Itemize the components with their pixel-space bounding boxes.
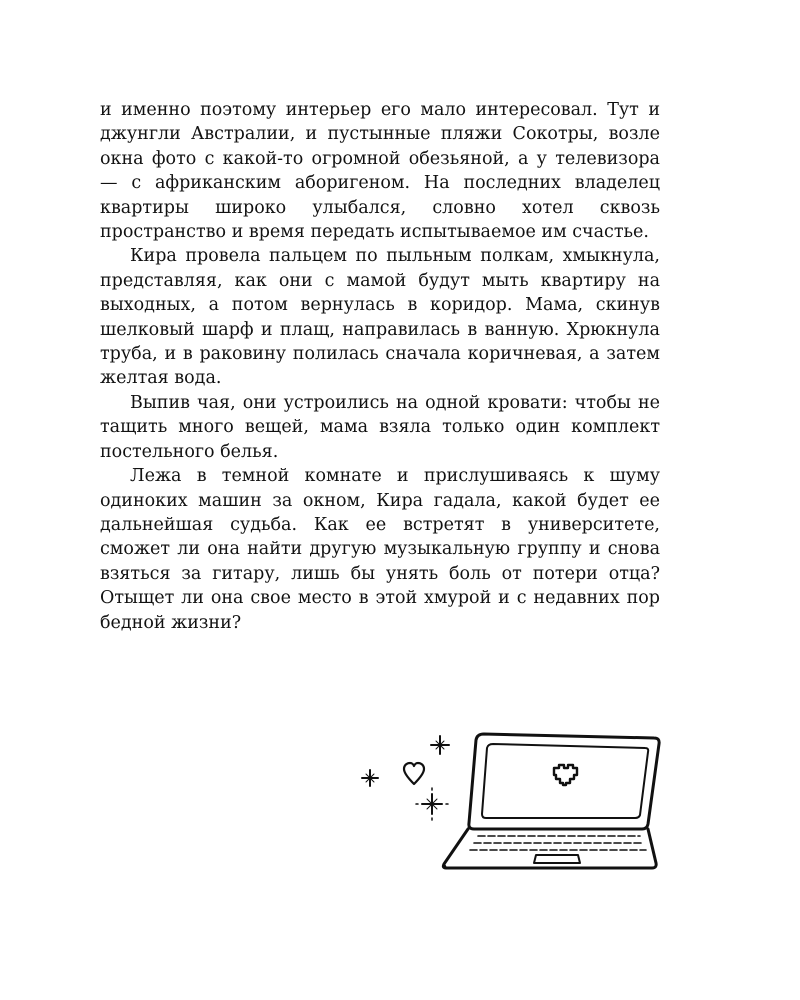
paragraph: Выпив чая, они устроились на одной кровати: чтобы не тащить много вещей, мама взяла только один комплект постельного белья. [100,392,660,462]
laptop-icon [443,734,659,868]
sparkle-icon [416,788,448,820]
laptop-illustration [356,726,666,876]
heart-icon [404,763,424,784]
paragraph: Лежа в темной комнате и прислушиваясь к шуму одиноких машин за окном, Кира гадала, какой будет ее дальнейшая судьба. Как ее встретят в университете, сможет ли она найти другую музыкальную группу и снова взяться за гитару, лишь бы унять боль от потери отца? Отыщет ли она свое место в этой хмурой и с недавних пор бедной жизни? [100,466,660,633]
paragraph-continuation: и именно поэтому интерьер его мало интересовал. Тут и джунгли Австралии, и пустынные пляжи Сокотры, возле окна фото с какой-то огромной обезьяной, а у телевизора — с африканским аборигеном. На последних владелец квартиры широко улыбался, словно хотел сквозь пространство и время передать испытываемое им счастье. [100,100,660,243]
paragraph: Кира провела пальцем по пыльным полкам, хмыкнула, представляя, как они с мамой будут мыть квартиру на выходных, а потом вернулась в коридор. Мама, скинув шелковый шарф и плащ, направилась в ванную. Хрюкнула труба, и в раковину полилась сначала коричневая, а затем желтая вода. [100,246,660,389]
body-text [100,98,660,635]
sparkle-icon [362,770,378,786]
sparkle-icon [431,736,449,754]
